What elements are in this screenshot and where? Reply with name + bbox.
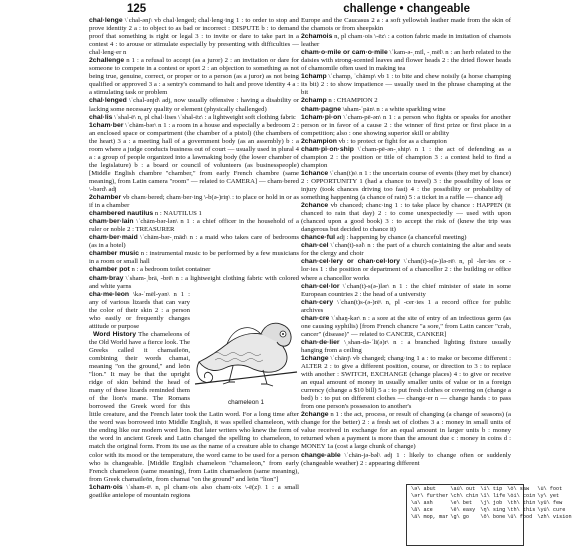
dictionary-entry bbox=[301, 299, 511, 315]
dictionary-entry bbox=[89, 114, 299, 122]
entry-definition: vb : to protect or fight for as a champion bbox=[338, 137, 447, 145]
pronunciation-key-row bbox=[410, 500, 573, 507]
pronunciation-symbol: \ī\ life bbox=[480, 492, 506, 499]
entry-headword: cham·ber·maid bbox=[89, 234, 138, 242]
dictionary-entry bbox=[301, 33, 511, 49]
dictionary-entry bbox=[301, 17, 511, 33]
entry-headword: chance·ful bbox=[301, 234, 335, 242]
entry-headword: chan·cel·lery or chan·cel·lory bbox=[301, 258, 400, 266]
pronunciation-symbol: \yü\ few bbox=[537, 499, 563, 506]
entry-headword: 2champ bbox=[301, 97, 327, 105]
entry-headword: cham·o·mile or cam·o·mile bbox=[301, 49, 388, 57]
pronunciation-key bbox=[406, 484, 572, 546]
entry-headword: chamber music bbox=[89, 250, 139, 258]
dictionary-entry bbox=[301, 146, 511, 170]
dictionary-entry bbox=[301, 315, 511, 339]
dictionary-entry bbox=[89, 234, 299, 250]
pronunciation-symbol: \ȯ\ saw bbox=[507, 486, 530, 492]
dictionary-entry bbox=[301, 242, 511, 258]
dictionary-entry bbox=[89, 218, 299, 234]
dictionary-entry bbox=[89, 194, 299, 210]
entry-definition: \ˈchal-ənj\ vb chal·lenged; chal·leng·ing 1 : to order to stop and prove identity 2 a : to object to as bad or incorrect : DISPUTE b : to demand proof that something is right or legal 3 : to invite or dare to take part in a contest 4 : to arouse or stimulate especially by presenting with difficulties — chal·leng·er n bbox=[89, 17, 299, 57]
entry-definition: n : a bedroom toilet container bbox=[131, 266, 211, 274]
dictionary-entry bbox=[301, 97, 511, 105]
entry-definition: \ˈcham-pē-ən-ˌship\ n 1 : the act of defending as a champion 2 : the position or title of champion 3 : a contest held to find a champion bbox=[301, 145, 512, 169]
entry-definition: \kə-ˈmēl-yən\ n 1 : any of various lizards that can vary the color of their skin 2 : a person who easily or frequently changes attitude or purpose bbox=[89, 290, 190, 330]
entry-definition: \ˈsham-ˌbrā, -brē\ n : a lightweight clothing fabric with colored and white yarns bbox=[89, 274, 299, 290]
entry-definition: \ˈchan(t)-s(ə-)lə-rē\ n, pl -ler·ies or -lor·ies 1 : the position or department of a chancellor 2 : the building or office where a chancellor works bbox=[301, 258, 512, 282]
entry-headword: chal·lis bbox=[89, 113, 113, 121]
entry-headword: 1cham·ois bbox=[89, 483, 123, 491]
pronunciation-symbol: \ȯi\ coin bbox=[507, 492, 536, 499]
entry-definition: \ˈcham-pē-ən\ n 1 : a person who fights or speaks for another person or in favor of a cause 2 : the winner of first prize or first place in a competition; also : one showing superior skill or ability bbox=[301, 113, 511, 137]
figure-caption: chameleon 1 bbox=[227, 398, 265, 406]
dictionary-entry bbox=[301, 73, 511, 97]
guide-words: challenge • changeable bbox=[343, 3, 470, 15]
entry-headword: 2chance bbox=[301, 202, 329, 210]
dictionary-entry bbox=[301, 339, 511, 355]
right-column bbox=[301, 17, 511, 557]
entry-definition: vb cham·bered; cham·ber·ing \-b(ə-)riŋ\ : to place or hold in or as if in a chamber bbox=[89, 194, 299, 210]
pronunciation-symbol: \j\ job bbox=[480, 499, 503, 506]
dictionary-entry bbox=[89, 122, 299, 194]
entry-headword: chan·cel·lor bbox=[301, 282, 340, 290]
entry-definition: n 1 : a refusal to accept (as a juror) 2 : an invitation or dare for someone to compete in a contest or sport 2 : an objection to something as not being true, genuine, correct, or proper or to a person (as a juror) as not being qualified or approved 3 a : a sentry's command to halt and prove identity 4 a : a stimulating task or problem bbox=[89, 57, 300, 97]
pronunciation-key-row bbox=[410, 486, 573, 493]
entry-definition: n, pl cham·ois \-ēz\ : a cotton fabric made in imitation of chamois leather bbox=[301, 33, 512, 49]
pronunciation-symbol: \th\ this bbox=[507, 506, 536, 513]
entry-headword: Word History bbox=[93, 330, 137, 338]
entry-headword: 2chamois bbox=[301, 33, 333, 41]
entry-headword: cham·bray bbox=[89, 274, 124, 282]
entry-definition: n : CHAMPION 2 bbox=[328, 97, 378, 105]
chameleon-illustration bbox=[193, 292, 299, 407]
entry-definition: \ˈchal-ənjd\ adj, now usually offensive : having a disability or lacking some necessary quality or element (physically challenged) bbox=[89, 97, 299, 113]
entry-headword: chan·cery bbox=[301, 298, 334, 306]
pronunciation-symbol: \a\ ash bbox=[411, 499, 433, 506]
entry-definition: \ˈchan(t)s-(ə-)rē\ n, pl -cer·ies 1 a record office for public archives bbox=[301, 298, 511, 314]
pronunciation-symbol: \ə\ abut bbox=[411, 486, 436, 492]
entry-definition: The chameleons of the Old World have a fierce look. The Greeks called it chamaileōn, combining their words chamai, meaning "on the ground," and leōn "lion." It may be that the upright ridge of skin behind the head of many of these lizards reminded them of the lion's mane. The Romans borrowed the Greek word for this little creature, and the French later took the Latin word. For a long time after the word was borrowed into Middle English, it was spelled chameleon, with the ending like our modern word lion. But later writers who knew the form of the word in ancient Greek and Latin changed the spelling to chameleon, to match the original form. From its use as the name of a creature able to change color with its mood or the temperature, the word came to be used for a person who is changeable. [Middle English chameleon "chameleon," from early French chameleon (same meaning), from Latin chamaeleon (same meaning), from Greek chamaileōn, from chamai "on the ground" and leōn "lion"] bbox=[89, 330, 299, 483]
dictionary-entry bbox=[301, 138, 511, 146]
entry-headword: change·able bbox=[301, 451, 341, 459]
pronunciation-key-table bbox=[410, 486, 573, 521]
pronunciation-key-row bbox=[410, 514, 573, 521]
dictionary-entry bbox=[301, 411, 511, 451]
entry-headword: 1chance bbox=[301, 169, 329, 177]
entry-definition: \ˈchām-bər-lən\ n 1 : a chief officer in the household of a ruler or noble 2 : TREASURER bbox=[89, 218, 300, 234]
entry-headword: chal·lenge bbox=[89, 17, 123, 24]
entry-headword: chan·de·lier bbox=[301, 338, 340, 346]
entry-headword: 1champ bbox=[301, 73, 327, 81]
dictionary-entry bbox=[89, 484, 299, 500]
dictionary-entry bbox=[301, 202, 511, 234]
dictionary-entry bbox=[301, 258, 511, 282]
pronunciation-symbol: \ŋ\ sing bbox=[480, 506, 506, 513]
entry-definition: n 1 : the act, process, or result of changing (a change of seasons) (a change for the better) 2 : a fresh set of clothes 3 a : money in small units of value received in exchange for an equal amount in larger units b : money returned when a payment is more than the amount due c : money in coins d : MONEY 1a (cost a large chunk of change) bbox=[301, 411, 511, 451]
entry-definition: \ˈchan(t)s\ n 1 : the uncertain course of events (they met by chance) 2 : OPPORTUNITY 1 (had a chance to travel) 3 : the possibility of loss or injury (took chances driving too fast) 4 : the possibility or probability of something happening (a chance of rain) 5 : a ticket in a raffle — chance adj bbox=[301, 169, 511, 202]
pronunciation-symbol: \ō\ bone bbox=[480, 513, 506, 520]
left-column bbox=[89, 17, 299, 557]
entry-headword: cham·ber·lain bbox=[89, 218, 134, 226]
pronunciation-symbol: \zh\ vision bbox=[537, 513, 572, 520]
dictionary-entry bbox=[89, 210, 299, 218]
entry-definition: \ˈchān-jə-bəl\ adj 1 : likely to change often or suddenly (changeable weather) 2 : appearing different bbox=[301, 451, 511, 467]
entry-definition: \ˈshaŋ-kər\ n : a sore at the site of entry of an infectious germ (as one causing syphilis) [from French chancre "a sore," from Latin cancer "crab, cancer" (disease)" — related to CANCER, CANKER] bbox=[301, 314, 511, 338]
pronunciation-symbol: \ä\ mop, mar bbox=[411, 513, 449, 520]
entry-headword: chamber pot bbox=[89, 266, 130, 274]
dictionary-entry bbox=[89, 97, 299, 113]
entry-headword: 2champion bbox=[301, 137, 337, 145]
entry-headword: 2chamber bbox=[89, 194, 122, 202]
entry-headword: cham·pi·on·ship bbox=[301, 145, 354, 153]
pronunciation-symbol: \th\ thin bbox=[507, 499, 536, 506]
entry-definition: \ˈchām-bər\ n 1 : a room in a house and especially a bedroom 2 : an enclosed space or compartment (the chamber of a pistol) (the chambers of the heart) 3 a : a meeting hall of a government body (as an assembly) b : a room where a judge conducts business out of court — usually used in plural 4 a : a group of people organized into a lawmaking body (the lower chamber of the legislature) b : a board or council of volunteers (as businesspeople) [Middle English chambre "chamber," from early French chambre (same meaning), from Latin camera "room" — related to CAMERA] — cham·bered \-bərd\ adj bbox=[89, 121, 299, 193]
pronunciation-symbol: \ē\ easy bbox=[450, 506, 476, 513]
pronunciation-symbol: \ch\ chin bbox=[450, 492, 479, 499]
dictionary-entry bbox=[301, 170, 511, 202]
entry-definition: \ˈchām-bər-ˌmād\ n : a maid who takes care of bedrooms (as in a hotel) bbox=[89, 234, 299, 250]
page-number: 125 bbox=[127, 3, 147, 15]
dictionary-entry bbox=[301, 114, 511, 138]
dictionary-entry bbox=[89, 266, 299, 274]
entry-headword: chan·cel bbox=[301, 242, 329, 250]
entry-headword: 2challenge bbox=[89, 57, 125, 65]
entry-definition: Europe and the Caucasus 2 a : a soft yellowish leather made from the skin of the chamois or from sheepskin bbox=[301, 17, 511, 33]
entry-definition: \ˈchan(t)-səl\ n : the part of a church containing the altar and seats for the clergy and choir bbox=[301, 242, 511, 258]
entry-definition: \ˈchānj\ vb changed; chang·ing 1 a : to make or become different : ALTER 2 : to give a different position, course, or direction to 3 : to replace with another : SWITCH, EXCHANGE (change places) 4 : to give or receive an equal amount of money in usually smaller units of value or in a foreign currency (change a $10 bill) 5 a : to put fresh clothes or covering on (change a bed) b : to put on different clothes — change·er n — change hands : to pass from one person's possession to another's bbox=[301, 354, 512, 411]
dictionary-entry bbox=[89, 275, 299, 291]
dictionary-entry bbox=[89, 17, 299, 57]
pronunciation-symbol: \ü\ food bbox=[507, 513, 533, 520]
dictionary-entry bbox=[301, 234, 511, 242]
dictionary-entry bbox=[301, 106, 511, 114]
dictionary-entry bbox=[89, 57, 299, 97]
dictionary-entry bbox=[89, 250, 299, 266]
entry-headword: 2change bbox=[301, 411, 329, 419]
pronunciation-key-row bbox=[410, 507, 573, 514]
entry-headword: 1change bbox=[301, 354, 329, 362]
pronunciation-symbol: \e\ bet bbox=[450, 499, 473, 506]
dictionary-entry bbox=[301, 452, 511, 468]
dictionary-entry bbox=[301, 49, 511, 73]
entry-definition: \sham-ˈpān\ n : a white sparkling wine bbox=[342, 105, 446, 113]
pronunciation-symbol: \g\ go bbox=[450, 513, 470, 520]
pronunciation-symbol: \ər\ further bbox=[411, 492, 449, 499]
pronunciation-symbol: \i\ tip bbox=[480, 486, 503, 492]
entry-definition: \ˈsham-ē\ n, pl cham·ois also cham·oix \-ē(z)\ 1 : a small goatlike antelope of mountain regions bbox=[89, 483, 299, 499]
entry-headword: chambered nautilus bbox=[89, 210, 154, 218]
entry-definition: \ˈshal-ē\ n, pl chal·lises \ˈshal-ēz\ : a lightweight soft clothing fabric bbox=[114, 113, 296, 121]
entry-headword: chan·cre bbox=[301, 314, 330, 322]
dictionary-entry bbox=[301, 283, 511, 299]
entry-definition: adj : happening by chance (a chanceful meeting) bbox=[336, 234, 467, 242]
entry-headword: cham·pagne bbox=[301, 105, 342, 113]
entry-headword: chal·lenged bbox=[89, 97, 127, 105]
entry-definition: \ˈkam-ə-ˌmīl, -ˌmēl\ n : an herb related to the daisies with strong-scented leaves and flower heads 2 : the dried flower heads of chamomile often used in making tea bbox=[301, 49, 511, 73]
entry-definition: vb chanced; chanc·ing 1 : to take place by chance : HAPPEN (it chanced to rain that day) 2 : to come unexpectedly — used with upon (chanced upon a good book) 3 : to accept the risk of (knew the trip was dangerous but decided to chance it) bbox=[301, 202, 511, 234]
entry-definition: \ˈchamp, ˈchämp\ vb 1 : to bite and chew noisily (a horse champing its bit) 2 : to show impatience — usually used in the phrase champing at the bit bbox=[301, 73, 512, 97]
entry-headword: 1cham·pi·on bbox=[301, 113, 342, 121]
pronunciation-symbol: \u̇\ foot bbox=[537, 486, 563, 492]
entry-definition: \ˌshan-də-ˈli(ə)r\ n : a branched lighting fixture usually hanging from a ceiling bbox=[301, 338, 512, 354]
dictionary-entry bbox=[301, 355, 511, 411]
entry-definition: n : instrumental music to be performed by a few musicians in a room or small hall bbox=[89, 250, 300, 266]
entry-definition: n : NAUTILUS 1 bbox=[154, 210, 202, 218]
entry-headword: cha·me·leon bbox=[89, 290, 130, 298]
pronunciation-symbol: \yu̇\ cure bbox=[537, 506, 566, 513]
entry-headword: 1cham·ber bbox=[89, 121, 124, 129]
pronunciation-key-row bbox=[410, 493, 573, 500]
entry-definition: \ˈchan(t)-s(ə-)lər\ n 1 : the chief minister of state in some European countries 2 : the head of a university bbox=[301, 282, 511, 298]
pronunciation-symbol: \ā\ ace bbox=[411, 506, 433, 513]
chameleon-drawing bbox=[193, 292, 299, 396]
pronunciation-symbol: \y\ yet bbox=[537, 492, 560, 499]
pronunciation-symbol: \au̇\ out bbox=[450, 486, 476, 492]
